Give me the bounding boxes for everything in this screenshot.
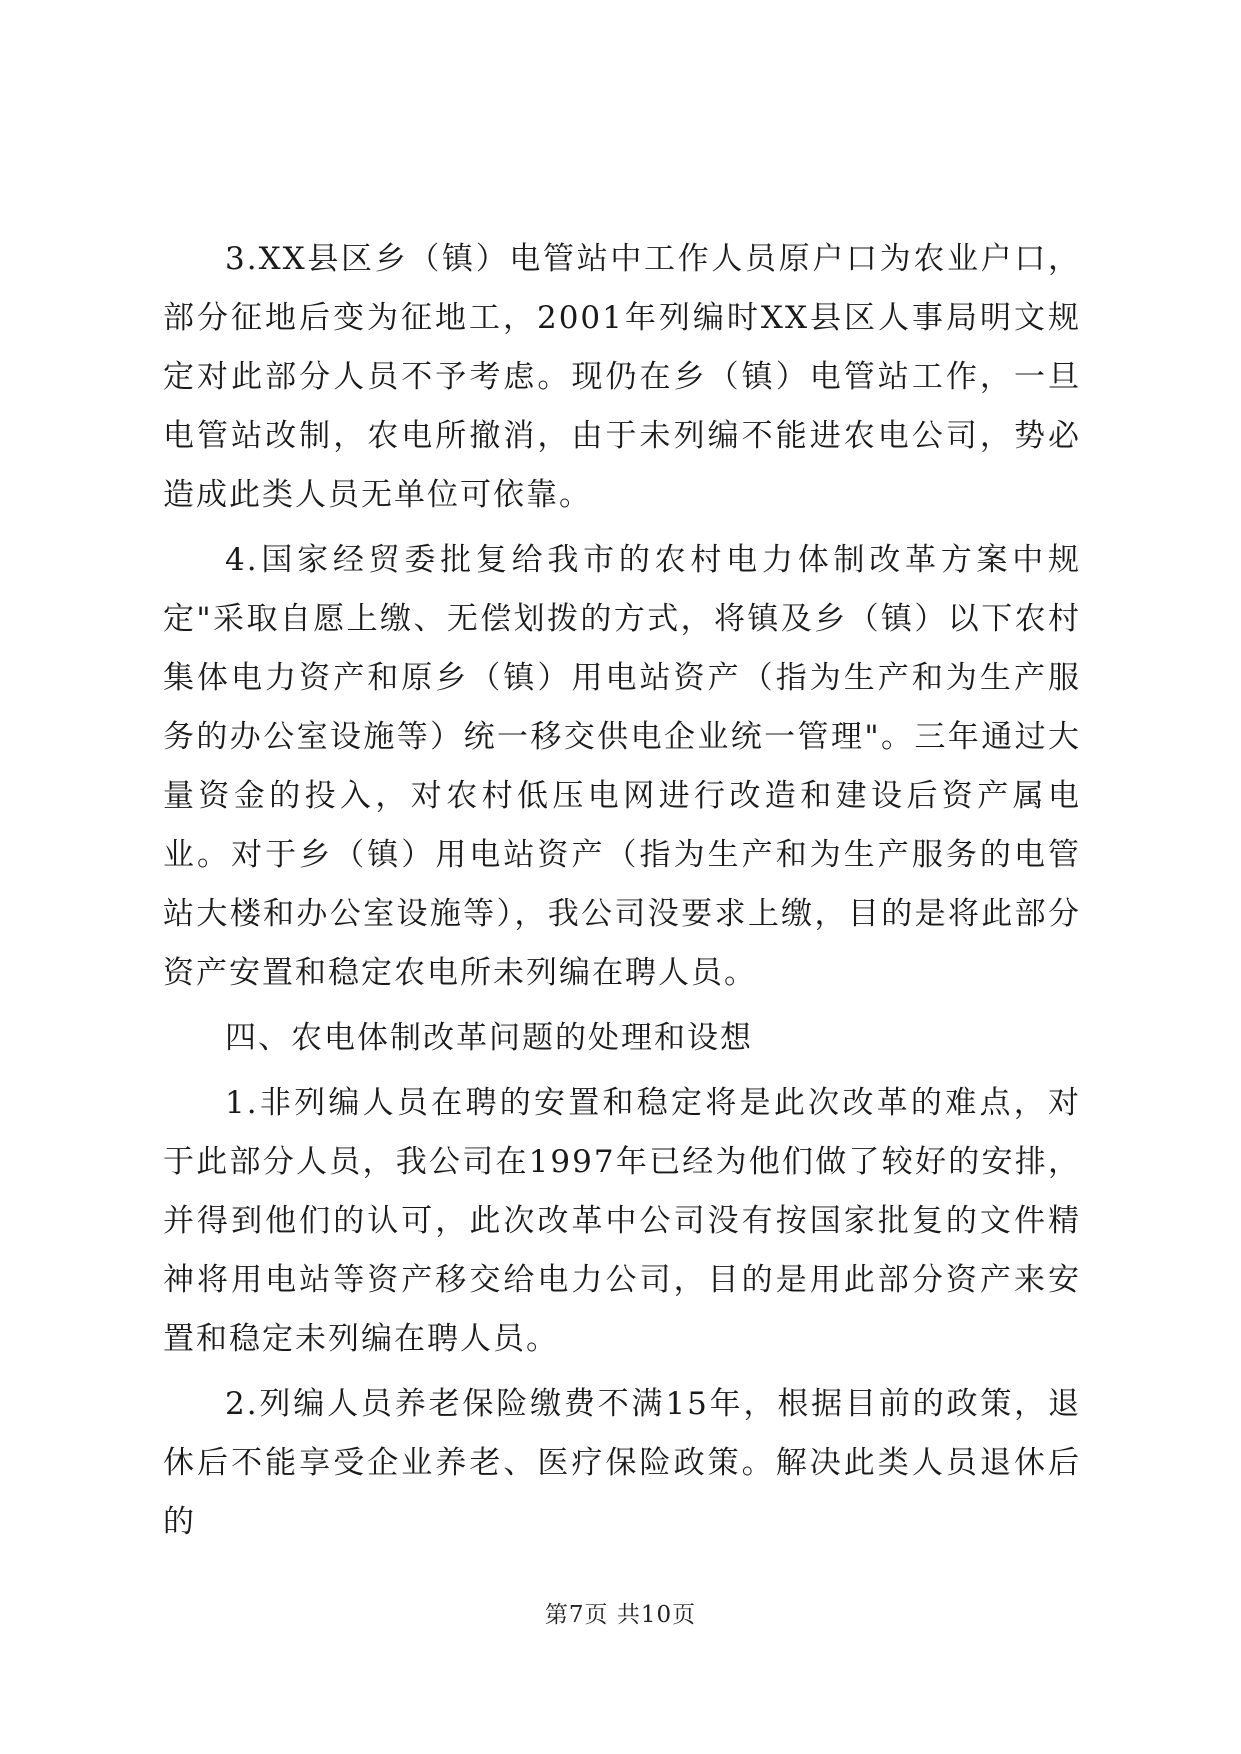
paragraph-solution-2: 2.列编人员养老保险缴费不满15年，根据目前的政策，退休后不能享受企业养老、医疗保险政策。解决此类人员退休后的 <box>163 1386 1081 1540</box>
paragraph-item-3: 3.XX县区乡（镇）电管站中工作人员原户口为农业户口，部分征地后变为征地工，2001年列编时XX县区人事局明文规定对此部分人员不予考虑。现仍在乡（镇）电管站工作，一旦电管站改制，农电所撤消，由于未列编不能进农电公司，势必造成此类人员无单位可依靠。 <box>163 241 1081 513</box>
section-heading: 四、农电体制改革问题的处理和设想 <box>225 1020 753 1056</box>
document-body <box>163 230 1081 1558</box>
paragraph-item-4: 4.国家经贸委批复给我市的农村电力体制改革方案中规定"采取自愿上缴、无偿划拨的方式，将镇及乡（镇）以下农村集体电力资产和原乡（镇）用电站资产（指为生产和为生产服务的办公室设施等）统一移交供电企业统一管理"。三年通过大量资金的投入，对农村低压电网进行改造和建设后资产属电业。对于乡（镇）用电站资产（指为生产和为生产服务的电管站大楼和办公室设施等），我公司没要求上缴，目的是将此部分资产安置和稳定农电所未列编在聘人员。 <box>163 542 1081 991</box>
paragraph-solution-1: 1.非列编人员在聘的安置和稳定将是此次改革的难点，对于此部分人员，我公司在1997年已经为他们做了较好的安排，并得到他们的认可，此次改革中公司没有按国家批复的文件精神将用电站等资产移交给电力公司，目的是用此部分资产来安置和稳定未列编在聘人员。 <box>163 1085 1081 1357</box>
page-number-footer: 第7页 共10页 <box>544 1602 697 1628</box>
